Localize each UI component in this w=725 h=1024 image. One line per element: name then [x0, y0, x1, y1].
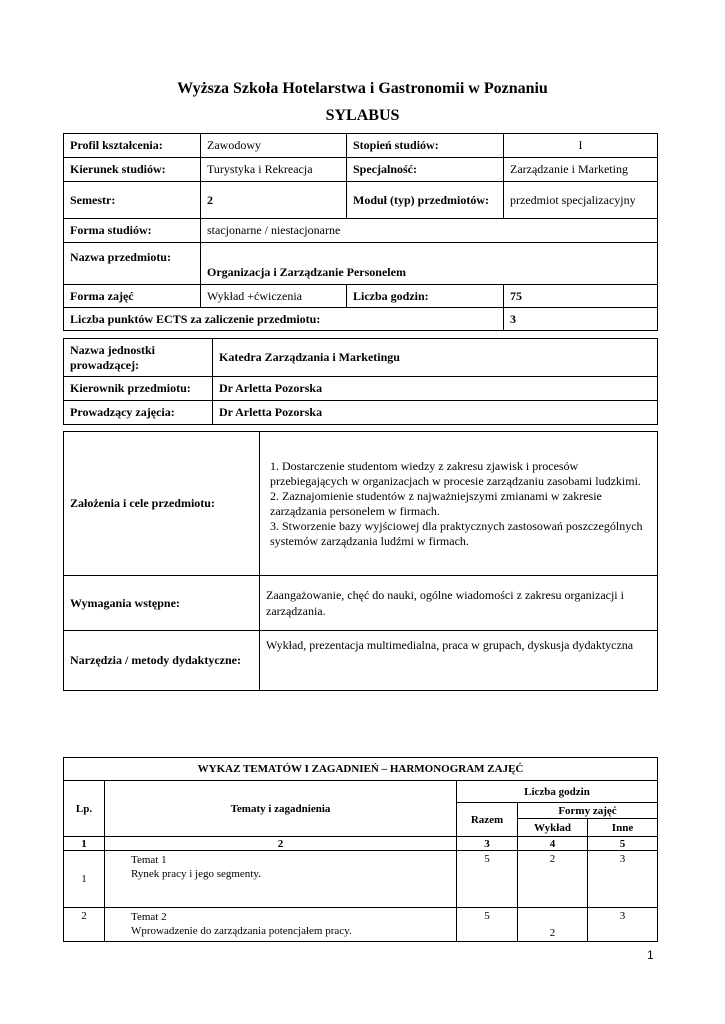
topic-title: Temat 1 — [131, 854, 167, 866]
razem-header: Razem — [457, 803, 518, 837]
goal-item: 2. Zaznajomienie studentów z najważniejszymi zmianami w zakresie zarządzania personelem w firmach. — [270, 488, 602, 518]
liczba-godzin-value: 75 — [504, 285, 658, 308]
document-title: SYLABUS — [325, 107, 400, 124]
topic-description: Wprowadzenie do zarządzania potencjałem pracy. — [131, 925, 352, 937]
lp-header: Lp. — [64, 781, 105, 837]
cele-label: Założenia i cele przedmiotu: — [64, 432, 260, 576]
row-inne: 3 — [588, 851, 658, 908]
modul-label: Moduł (typ) przedmiotów: — [347, 182, 504, 219]
topic-title: Temat 2 — [131, 911, 167, 923]
col-number: 3 — [457, 837, 518, 851]
course-info-table — [63, 133, 658, 331]
narzedzia-label: Narzędzia / metody dydaktyczne: — [64, 631, 260, 691]
nazwa-value: Organizacja i Zarządzanie Personelem — [201, 243, 658, 285]
prowadzacy-value: Dr Arletta Pozorska — [213, 401, 658, 425]
row-wyklad: 2 — [518, 851, 588, 908]
row-lp: 2 — [64, 908, 105, 942]
page-number: 1 — [647, 948, 654, 962]
col-number: 2 — [105, 837, 457, 851]
row-wyklad: 2 — [518, 908, 588, 942]
forma-zajec-value: Wykład +ćwiczenia — [201, 285, 347, 308]
specjalnosc-label: Specjalność: — [347, 158, 504, 182]
stopien-label: Stopień studiów: — [347, 134, 504, 158]
col-number: 1 — [64, 837, 105, 851]
specjalnosc-value: Zarządzanie i Marketing — [504, 158, 658, 182]
table-row — [64, 908, 658, 942]
ects-label: Liczba punktów ECTS za zaliczenie przedmiotu: — [64, 308, 504, 331]
kierownik-value: Dr Arletta Pozorska — [213, 377, 658, 401]
school-name: Wyższa Szkoła Hotelarstwa i Gastronomii w Poznaniu — [177, 80, 548, 97]
goal-item: 3. Stworzenie bazy wyjściowej dla praktycznych zastosowań poszczególnych systemów zarządzania ludźmi w firmach. — [270, 518, 643, 548]
wymagania-value: Zaangażowanie, chęć do nauki, ogólne wiadomości z zakresu organizacji i zarządzania. — [260, 576, 658, 631]
nazwa-label: Nazwa przedmiotu: — [64, 243, 201, 285]
jednostka-value: Katedra Zarządzania i Marketingu — [213, 339, 658, 377]
narzedzia-value: Wykład, prezentacja multimedialna, praca w grupach, dyskusja dydaktyczna — [260, 631, 658, 691]
unit-table — [63, 338, 658, 425]
row-lp: 1 — [64, 851, 105, 908]
stopien-value: I — [504, 134, 658, 158]
liczba-godzin-header: Liczba godzin — [457, 781, 658, 803]
profil-label: Profil kształcenia: — [64, 134, 201, 158]
cele-value — [260, 432, 658, 576]
goals-table — [63, 431, 658, 691]
kierownik-label: Kierownik przedmiotu: — [64, 377, 213, 401]
formy-header: Formy zajęć — [518, 803, 658, 819]
row-topic — [105, 908, 457, 942]
jednostka-label: Nazwa jednostki prowadzącej: — [64, 339, 213, 377]
forma-studiow-value: stacjonarne / niestacjonarne — [201, 219, 658, 243]
kierunek-value: Turystyka i Rekreacja — [201, 158, 347, 182]
schedule-table — [63, 757, 658, 942]
row-inne: 3 — [588, 908, 658, 942]
kierunek-label: Kierunek studiów: — [64, 158, 201, 182]
modul-value: przedmiot specjalizacyjny — [504, 182, 658, 219]
semestr-value: 2 — [201, 182, 347, 219]
row-razem: 5 — [457, 908, 518, 942]
table-row — [64, 851, 658, 908]
ects-value: 3 — [504, 308, 658, 331]
schedule-title: WYKAZ TEMATÓW I ZAGADNIEŃ – HARMONOGRAM ZAJĘĆ — [64, 758, 658, 781]
semestr-label: Semestr: — [64, 182, 201, 219]
prowadzacy-label: Prowadzący zajęcia: — [64, 401, 213, 425]
profil-value: Zawodowy — [201, 134, 347, 158]
topic-description: Rynek pracy i jego segmenty. — [131, 868, 261, 880]
forma-studiow-label: Forma studiów: — [64, 219, 201, 243]
col-number: 4 — [518, 837, 588, 851]
goal-item: 1. Dostarczenie studentom wiedzy z zakresu zjawisk i procesów przebiegających w organizacjach w procesie zarządzaniu zasobami ludzkimi. — [270, 458, 641, 488]
liczba-godzin-label: Liczba godzin: — [347, 285, 504, 308]
wymagania-label: Wymagania wstępne: — [64, 576, 260, 631]
row-razem: 5 — [457, 851, 518, 908]
forma-zajec-label: Forma zajęć — [64, 285, 201, 308]
inne-header: Inne — [588, 819, 658, 837]
wyklad-header: Wykład — [518, 819, 588, 837]
tematy-header: Tematy i zagadnienia — [105, 781, 457, 837]
row-topic — [105, 851, 457, 908]
col-number: 5 — [588, 837, 658, 851]
